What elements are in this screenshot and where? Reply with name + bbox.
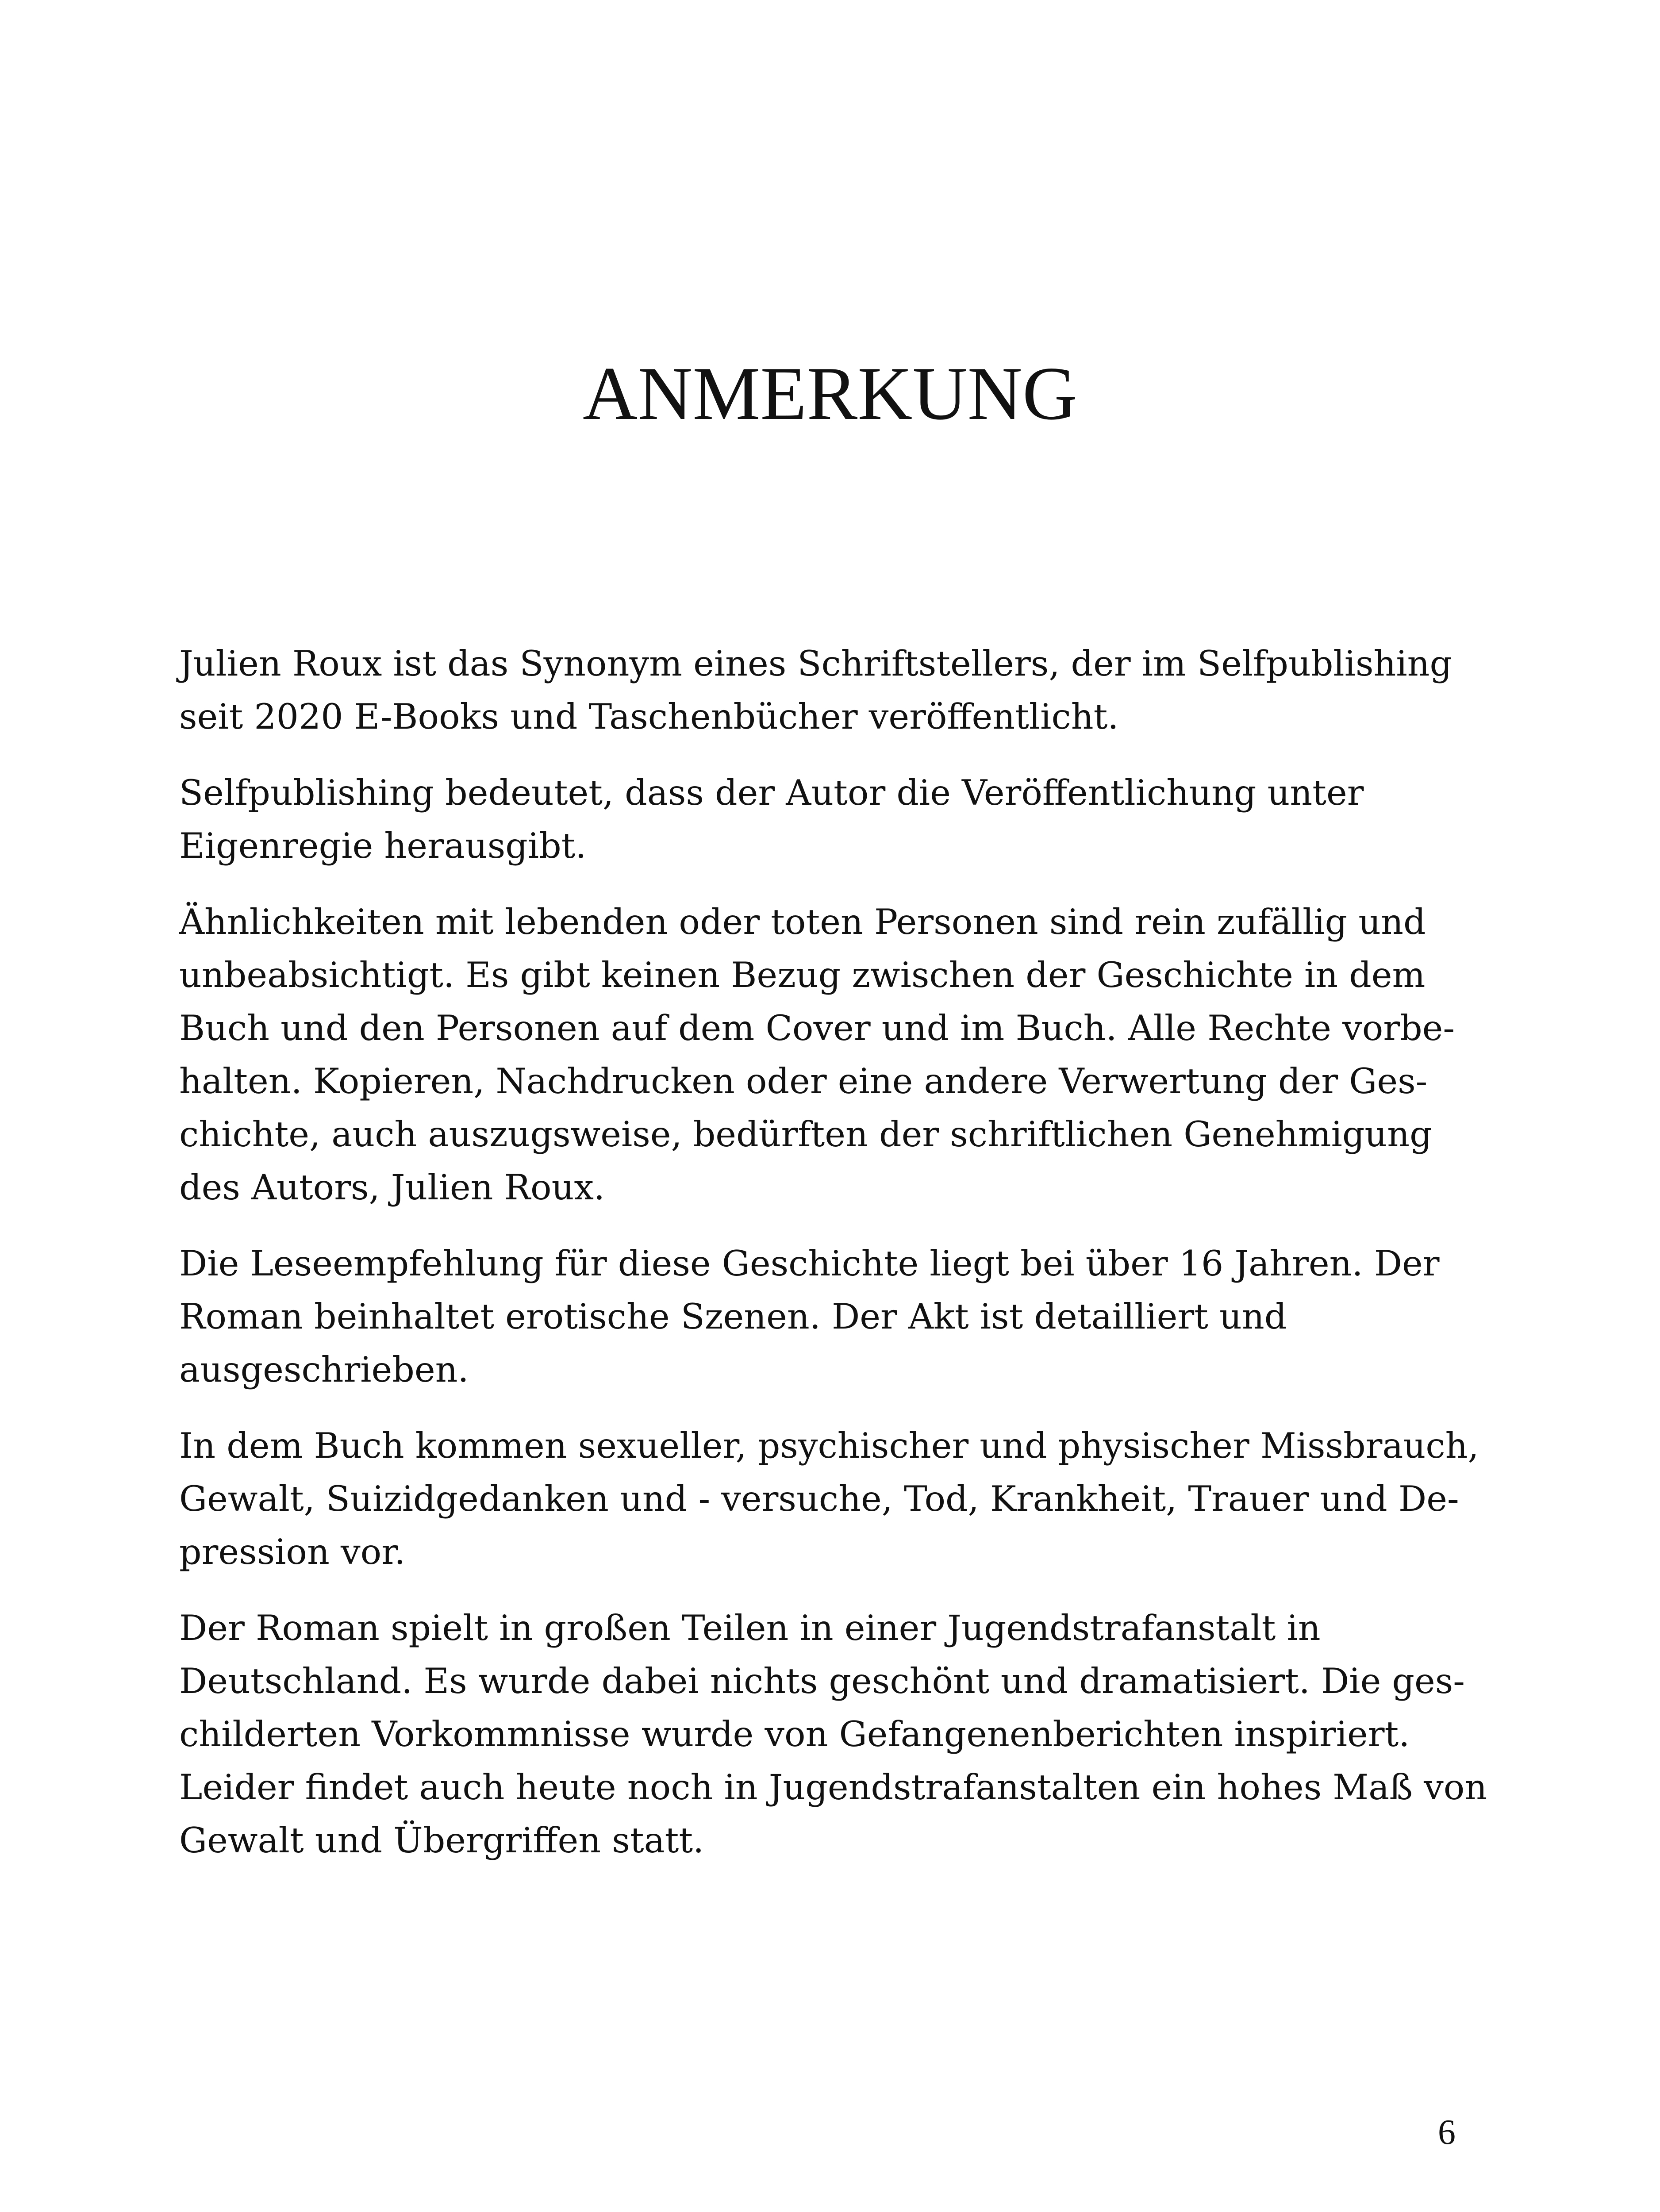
page-number: 6 [1438, 2113, 1456, 2152]
text-line: Die Leseempfehlung für diese Geschichte liegt bei über 16 Jahren. Der [179, 1243, 1440, 1284]
text-line: Leider findet auch heute noch in Jugendstrafanstalten ein hohes Maß von [179, 1767, 1487, 1808]
text-line: pression vor. [179, 1532, 406, 1572]
text-line: ausgeschrieben. [179, 1349, 469, 1390]
text-line: Eigenregie herausgibt. [179, 826, 587, 866]
text-line: Julien Roux ist das Synonym eines Schriftstellers, der im Selfpublishing [179, 643, 1452, 684]
text-line: Der Roman spielt in großen Teilen in einer Jugendstrafanstalt in [179, 1608, 1321, 1648]
text-line: In dem Buch kommen sexueller, psychischer und physischer Missbrauch, [179, 1425, 1479, 1466]
text-line: Gewalt und Übergriffen statt. [179, 1820, 704, 1861]
text-line: Ähnlichkeiten mit lebenden oder toten Personen sind rein zufällig und [179, 902, 1426, 942]
paragraph-1 [179, 637, 1484, 743]
text-line: Gewalt, Suizidgedanken und - versuche, Tod, Krankheit, Trauer und De- [179, 1479, 1459, 1519]
text-line: chichte, auch auszugsweise, bedürften der schriftlichen Genehmigung [179, 1114, 1432, 1155]
paragraph-6 [179, 1601, 1487, 1867]
text-line: unbeabsichtigt. Es gibt keinen Bezug zwischen der Geschichte in dem [179, 955, 1426, 995]
text-line: Roman beinhaltet erotische Szenen. Der Akt ist detailliert und [179, 1296, 1287, 1337]
text-line: halten. Kopieren, Nachdrucken oder eine andere Verwertung der Ges- [179, 1061, 1428, 1102]
paragraph-2 [179, 766, 1484, 872]
paragraph-5 [179, 1419, 1484, 1578]
text-line: Buch und den Personen auf dem Cover und im Buch. Alle Rechte vorbe- [179, 1008, 1455, 1048]
text-line: seit 2020 E-Books und Taschenbücher veröffentlicht. [179, 696, 1119, 737]
page-title: ANMERKUNG [583, 352, 1077, 436]
text-line: childerten Vorkommnisse wurde von Gefangenenberichten inspiriert. [179, 1714, 1410, 1755]
paragraph-4 [179, 1237, 1484, 1396]
text-line: Selfpublishing bedeutet, dass der Autor die Veröffentlichung unter [179, 772, 1364, 813]
text-line: Deutschland. Es wurde dabei nichts geschönt und dramatisiert. Die ges- [179, 1661, 1465, 1701]
paragraph-3 [179, 895, 1484, 1214]
body-text [179, 637, 1487, 1890]
text-line: des Autors, Julien Roux. [179, 1167, 605, 1208]
